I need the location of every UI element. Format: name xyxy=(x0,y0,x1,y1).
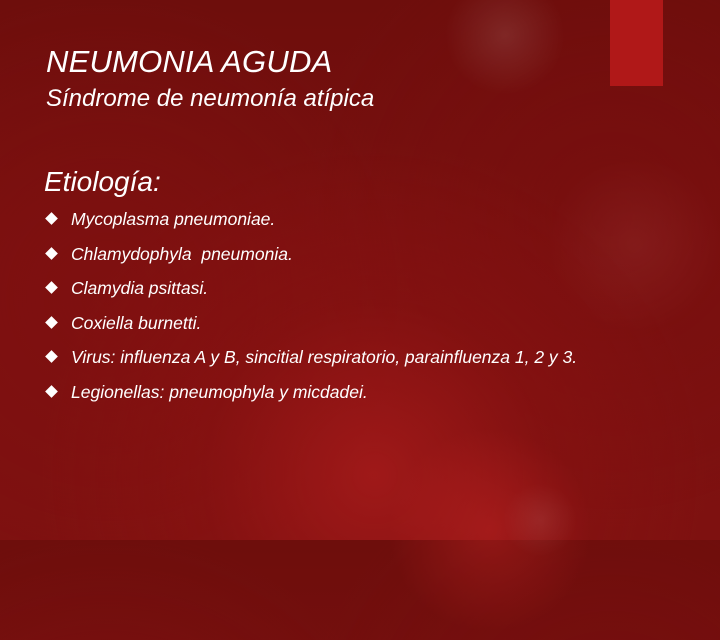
accent-bar xyxy=(610,0,663,86)
list-item xyxy=(44,243,577,278)
etiology-list xyxy=(44,208,577,415)
list-item xyxy=(44,381,577,416)
diamond-bullet-icon xyxy=(45,281,58,294)
list-item-text: Clamydia psittasi. xyxy=(71,278,209,298)
list-item xyxy=(44,208,577,243)
list-item-text: Virus: influenza A y B, sincitial respiratorio, parainfluenza 1, 2 y 3. xyxy=(71,347,578,367)
list-item-text: Coxiella burnetti. xyxy=(71,312,202,333)
diamond-bullet-icon xyxy=(45,350,58,363)
background-bokeh xyxy=(500,480,580,560)
list-item-text: Chlamydophyla pneumonia. xyxy=(71,243,293,264)
background-bokeh xyxy=(440,0,570,100)
diamond-bullet-icon xyxy=(45,247,58,260)
slide-title: NEUMONIA AGUDA xyxy=(46,44,333,79)
diamond-bullet-icon xyxy=(45,385,58,398)
list-item xyxy=(44,277,577,312)
list-item xyxy=(44,312,577,347)
list-item xyxy=(44,346,577,381)
diamond-bullet-icon xyxy=(45,212,58,225)
slide-subtitle: Síndrome de neumonía atípica xyxy=(46,85,375,112)
section-heading: Etiología: xyxy=(44,166,161,197)
diamond-bullet-icon xyxy=(45,316,58,329)
background-bokeh xyxy=(380,420,600,640)
list-item-text: Mycoplasma pneumoniae. xyxy=(71,209,276,229)
list-item-text: Legionellas: pneumophyla y micdadei. xyxy=(71,381,368,402)
